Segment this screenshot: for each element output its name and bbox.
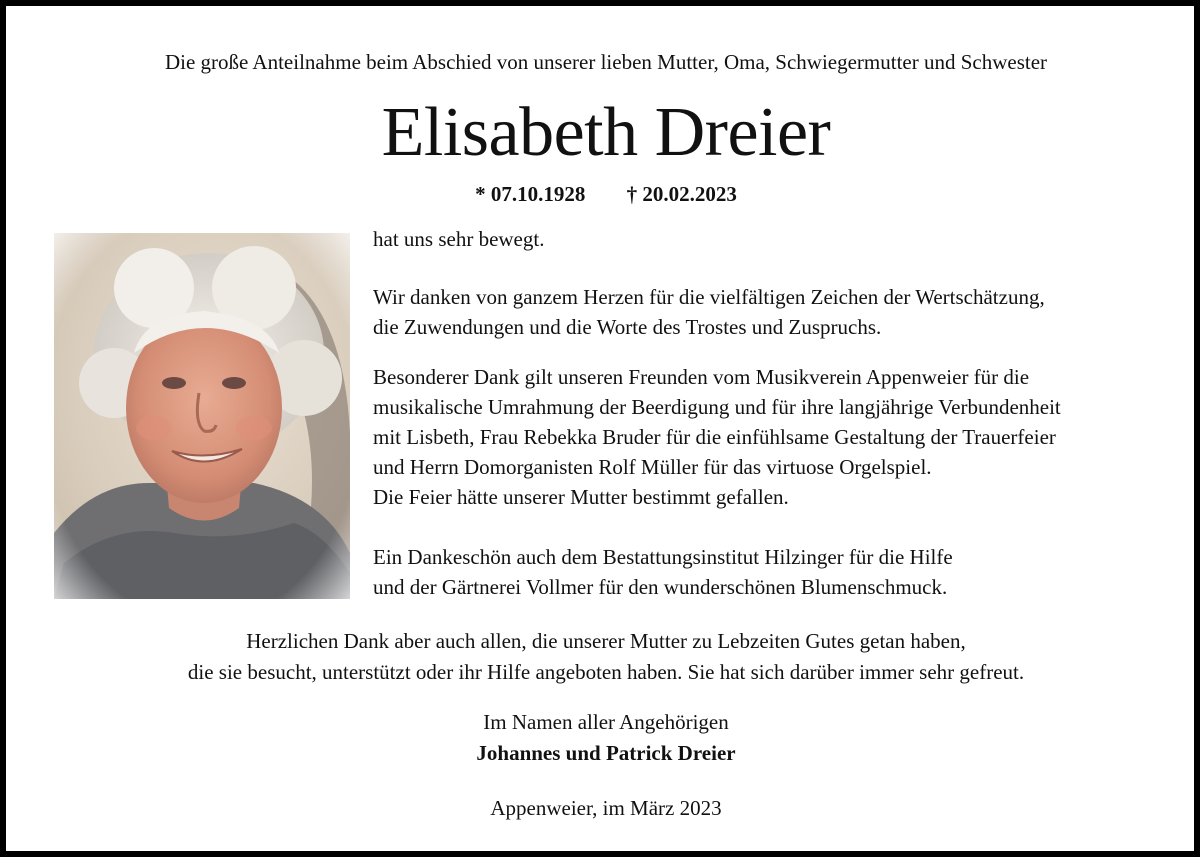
- paragraph-thanks: [373, 282, 1173, 342]
- text-line: mit Lisbeth, Frau Rebekka Bruder für die einfühlsame Gestaltung der Trauerfeier: [373, 425, 1056, 449]
- text-line: Die Feier hätte unserer Mutter bestimmt gefallen.: [373, 485, 789, 509]
- text-line: und Herrn Domorganisten Rolf Müller für das virtuose Orgelspiel.: [373, 455, 932, 479]
- text-line: die Zuwendungen und die Worte des Trostes und Zuspruchs.: [373, 315, 882, 339]
- portrait-photo: [54, 233, 350, 599]
- text-line: Herzlichen Dank aber auch allen, die unserer Mutter zu Lebzeiten Gutes getan haben,: [246, 629, 966, 653]
- text-line: die sie besucht, unterstützt oder ihr Hilfe angeboten haben. Sie hat sich darüber immer sehr gefreut.: [187, 660, 1025, 684]
- paragraph-special-thanks: [373, 362, 1173, 512]
- text-line: Wir danken von ganzem Herzen für die vielfältigen Zeichen der Wertschätzung,: [373, 285, 1045, 309]
- life-dates: [6, 182, 1200, 207]
- family-names: Johannes und Patrick Dreier: [476, 741, 736, 765]
- text-line: hat uns sehr bewegt.: [373, 227, 545, 251]
- paragraph-funeral-services: [373, 542, 1173, 602]
- deceased-name: Elisabeth Dreier: [381, 94, 831, 171]
- text-line: und der Gärtnerei Vollmer für den wunderschönen Blumenschmuck.: [373, 575, 948, 599]
- paragraph-closing-thanks: [6, 626, 1200, 688]
- text-line: Besonderer Dank gilt unseren Freunden vom Musikverein Appenweier für die: [373, 365, 1030, 389]
- place-date: Appenweier, im März 2023: [490, 796, 722, 820]
- birth-date: * 07.10.1928: [475, 182, 586, 206]
- intro-text: Die große Anteilnahme beim Abschied von unserer lieben Mutter, Oma, Schwiegermutter und Schwester: [164, 50, 1048, 74]
- text-line: Ein Dankeschön auch dem Bestattungsinstitut Hilzinger für die Hilfe: [373, 545, 953, 569]
- paragraph-moved: [373, 224, 1173, 254]
- death-date: † 20.02.2023: [626, 182, 737, 206]
- text-line: musikalische Umrahmung der Beerdigung und für ihre langjährige Verbundenheit: [373, 395, 1061, 419]
- signoff-text: Im Namen aller Angehörigen: [483, 710, 729, 734]
